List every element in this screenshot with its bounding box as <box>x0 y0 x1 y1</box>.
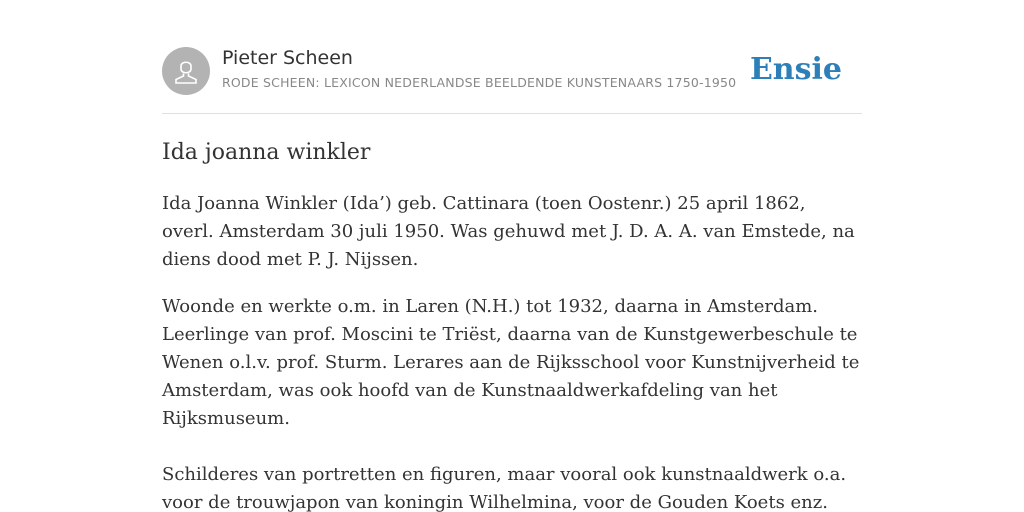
author-name[interactable]: Pieter Scheen <box>222 47 353 69</box>
article-body <box>162 190 862 512</box>
author-header <box>162 46 862 96</box>
article-paragraph: Schilderes van portretten en figuren, maar vooral ook kunstnaaldwerk o.a. voor de trouwjapon van koningin Wilhelmina, voor de Gouden Koets enz. <box>162 464 847 512</box>
source-title[interactable]: RODE SCHEEN: LEXICON NEDERLANDSE BEELDENDE KUNSTENAARS 1750-1950 <box>222 75 737 90</box>
article-title: Ida joanna winkler <box>162 140 371 165</box>
user-icon <box>171 56 201 86</box>
article-paragraph: Woonde en werkte o.m. in Laren (N.H.) tot 1932, daarna in Amsterdam. Leerlinge van prof. Moscini te Triëst, daarna van de Kunstgewerbeschule te Wenen o.l.v. prof. Sturm. Lerares aan de Rijksschool voor Kunstnijverheid te Amsterdam, was ook hoofd van de Kunstnaaldwerkafdeling van het Rijksmuseum. <box>162 296 860 429</box>
article-paragraph: Ida Joanna Winkler (Ida’) geb. Cattinara (toen Oostenr.) 25 april 1862, overl. Amsterdam 30 juli 1950. Was gehuwd met J. D. A. A. van Emstede, na diens dood met P. J. Nijssen. <box>162 193 855 270</box>
brand-logo[interactable]: Ensie <box>749 52 842 87</box>
avatar[interactable] <box>162 47 210 95</box>
divider <box>162 113 862 114</box>
